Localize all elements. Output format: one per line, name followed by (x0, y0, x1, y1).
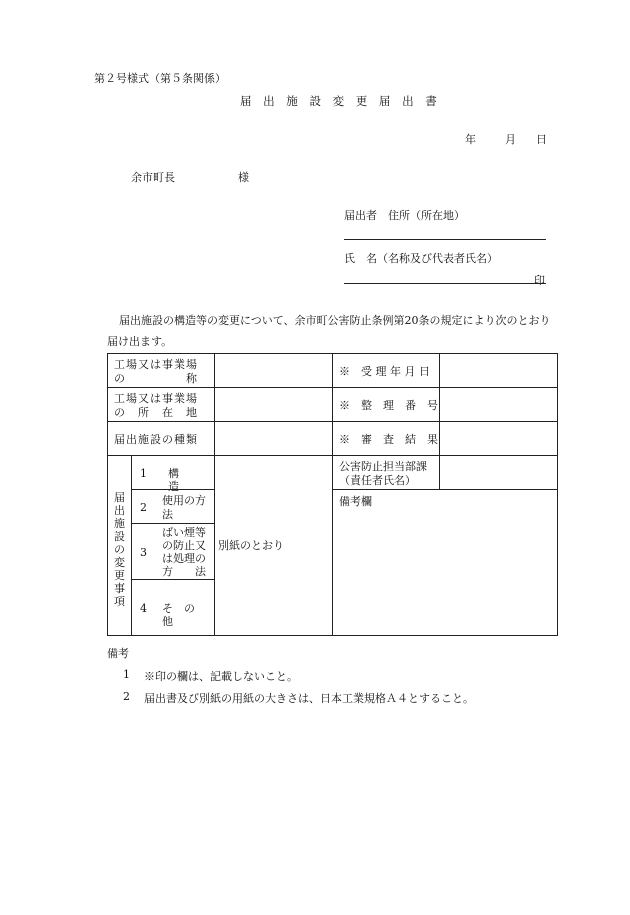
factory-name-label-cell (107, 353, 215, 388)
receipt-date-label: ※ 受 理 年 月 日 (339, 365, 430, 378)
item-1-label: 構 造 (168, 467, 212, 493)
factory-name-label-2: の 称 (114, 372, 198, 385)
item-3-label-3: は処理の (162, 552, 206, 565)
form-table (107, 353, 558, 636)
factory-name-input[interactable] (214, 353, 333, 388)
addressee-name: 余市町長 (131, 171, 175, 184)
seal-mark: 印 (534, 274, 545, 287)
date-month-label: 月 (505, 133, 516, 146)
review-result-value (439, 421, 558, 456)
item-3-label-4: 方 法 (162, 565, 206, 578)
body-text: 届出施設の構造等の変更について、余市町公害防止条例第20条の規定により次のとおり届け出ます。 (107, 314, 551, 348)
factory-location-label-2: の 所 在 地 (114, 406, 198, 419)
item-1-number: 1 (140, 467, 147, 480)
facility-type-label-cell (107, 421, 215, 456)
factory-location-label-1: 工場又は事業場 (114, 392, 198, 405)
reference-number-value (439, 387, 558, 422)
item-2-number: 2 (140, 501, 147, 514)
department-label-2: （責任者氏名） (339, 474, 416, 487)
factory-location-label-cell (107, 387, 215, 422)
attached-sheet-text: 別紙のとおり (218, 539, 284, 552)
department-value (439, 455, 558, 490)
department-label-cell (332, 455, 440, 490)
remarks-cell (332, 489, 558, 636)
receipt-date-label-cell (332, 353, 440, 388)
item-structure-cell (131, 455, 215, 493)
item-4-label: そ の 他 (162, 602, 206, 628)
note-2-number: 2 (123, 690, 130, 703)
date-year-label: 年 (465, 133, 476, 146)
reference-number-label: ※ 整 理 番 号 (339, 399, 438, 412)
item-prevention-cell (131, 523, 215, 580)
notes-heading: 備考 (107, 647, 129, 660)
form-number: 第２号様式（第５条関係） (94, 72, 226, 85)
note-2-text: 届出書及び別紙の用紙の大きさは、日本工業規格Ａ４とすること。 (144, 692, 474, 705)
department-label-1: 公害防止担当部課 (339, 460, 427, 473)
attached-sheet-cell[interactable] (214, 455, 333, 636)
factory-location-input[interactable] (214, 387, 333, 422)
item-other-cell (131, 579, 215, 636)
item-4-number: 4 (140, 602, 147, 615)
item-3-label-2: の防止又 (162, 539, 206, 552)
applicant-name-label: 氏 名（名称及び代表者氏名） (344, 252, 498, 265)
item-3-number: 3 (140, 546, 147, 559)
note-1-number: 1 (123, 668, 130, 681)
note-1-text: ※印の欄は、記載しないこと。 (144, 670, 298, 683)
facility-type-input[interactable] (214, 421, 333, 456)
date-day-label: 日 (536, 133, 547, 146)
item-2-label-1: 使用の方 (162, 494, 206, 507)
reference-number-label-cell (332, 387, 440, 422)
remarks-label: 備考欄 (339, 495, 372, 508)
change-items-label-cell (107, 455, 132, 636)
item-usage-cell (131, 489, 215, 524)
review-result-label-cell (332, 421, 440, 456)
facility-type-label: 届出施設の種類 (114, 433, 198, 446)
factory-name-label-1: 工場又は事業場 (114, 358, 198, 371)
item-3-label-1: ばい煙等 (162, 526, 206, 539)
receipt-date-value (439, 353, 558, 388)
addressee-honorific: 様 (238, 171, 249, 184)
item-2-label-2: 法 (162, 508, 173, 521)
applicant-address-label: 届出者 住所（所在地） (344, 209, 465, 222)
name-line (344, 283, 546, 284)
document-title: 届 出 施 設 変 更 届 出 書 (240, 94, 441, 108)
change-items-label: 届出施設の変更事項 (114, 491, 125, 608)
review-result-label: ※ 審 査 結 果 (339, 433, 438, 446)
address-line (344, 239, 546, 240)
